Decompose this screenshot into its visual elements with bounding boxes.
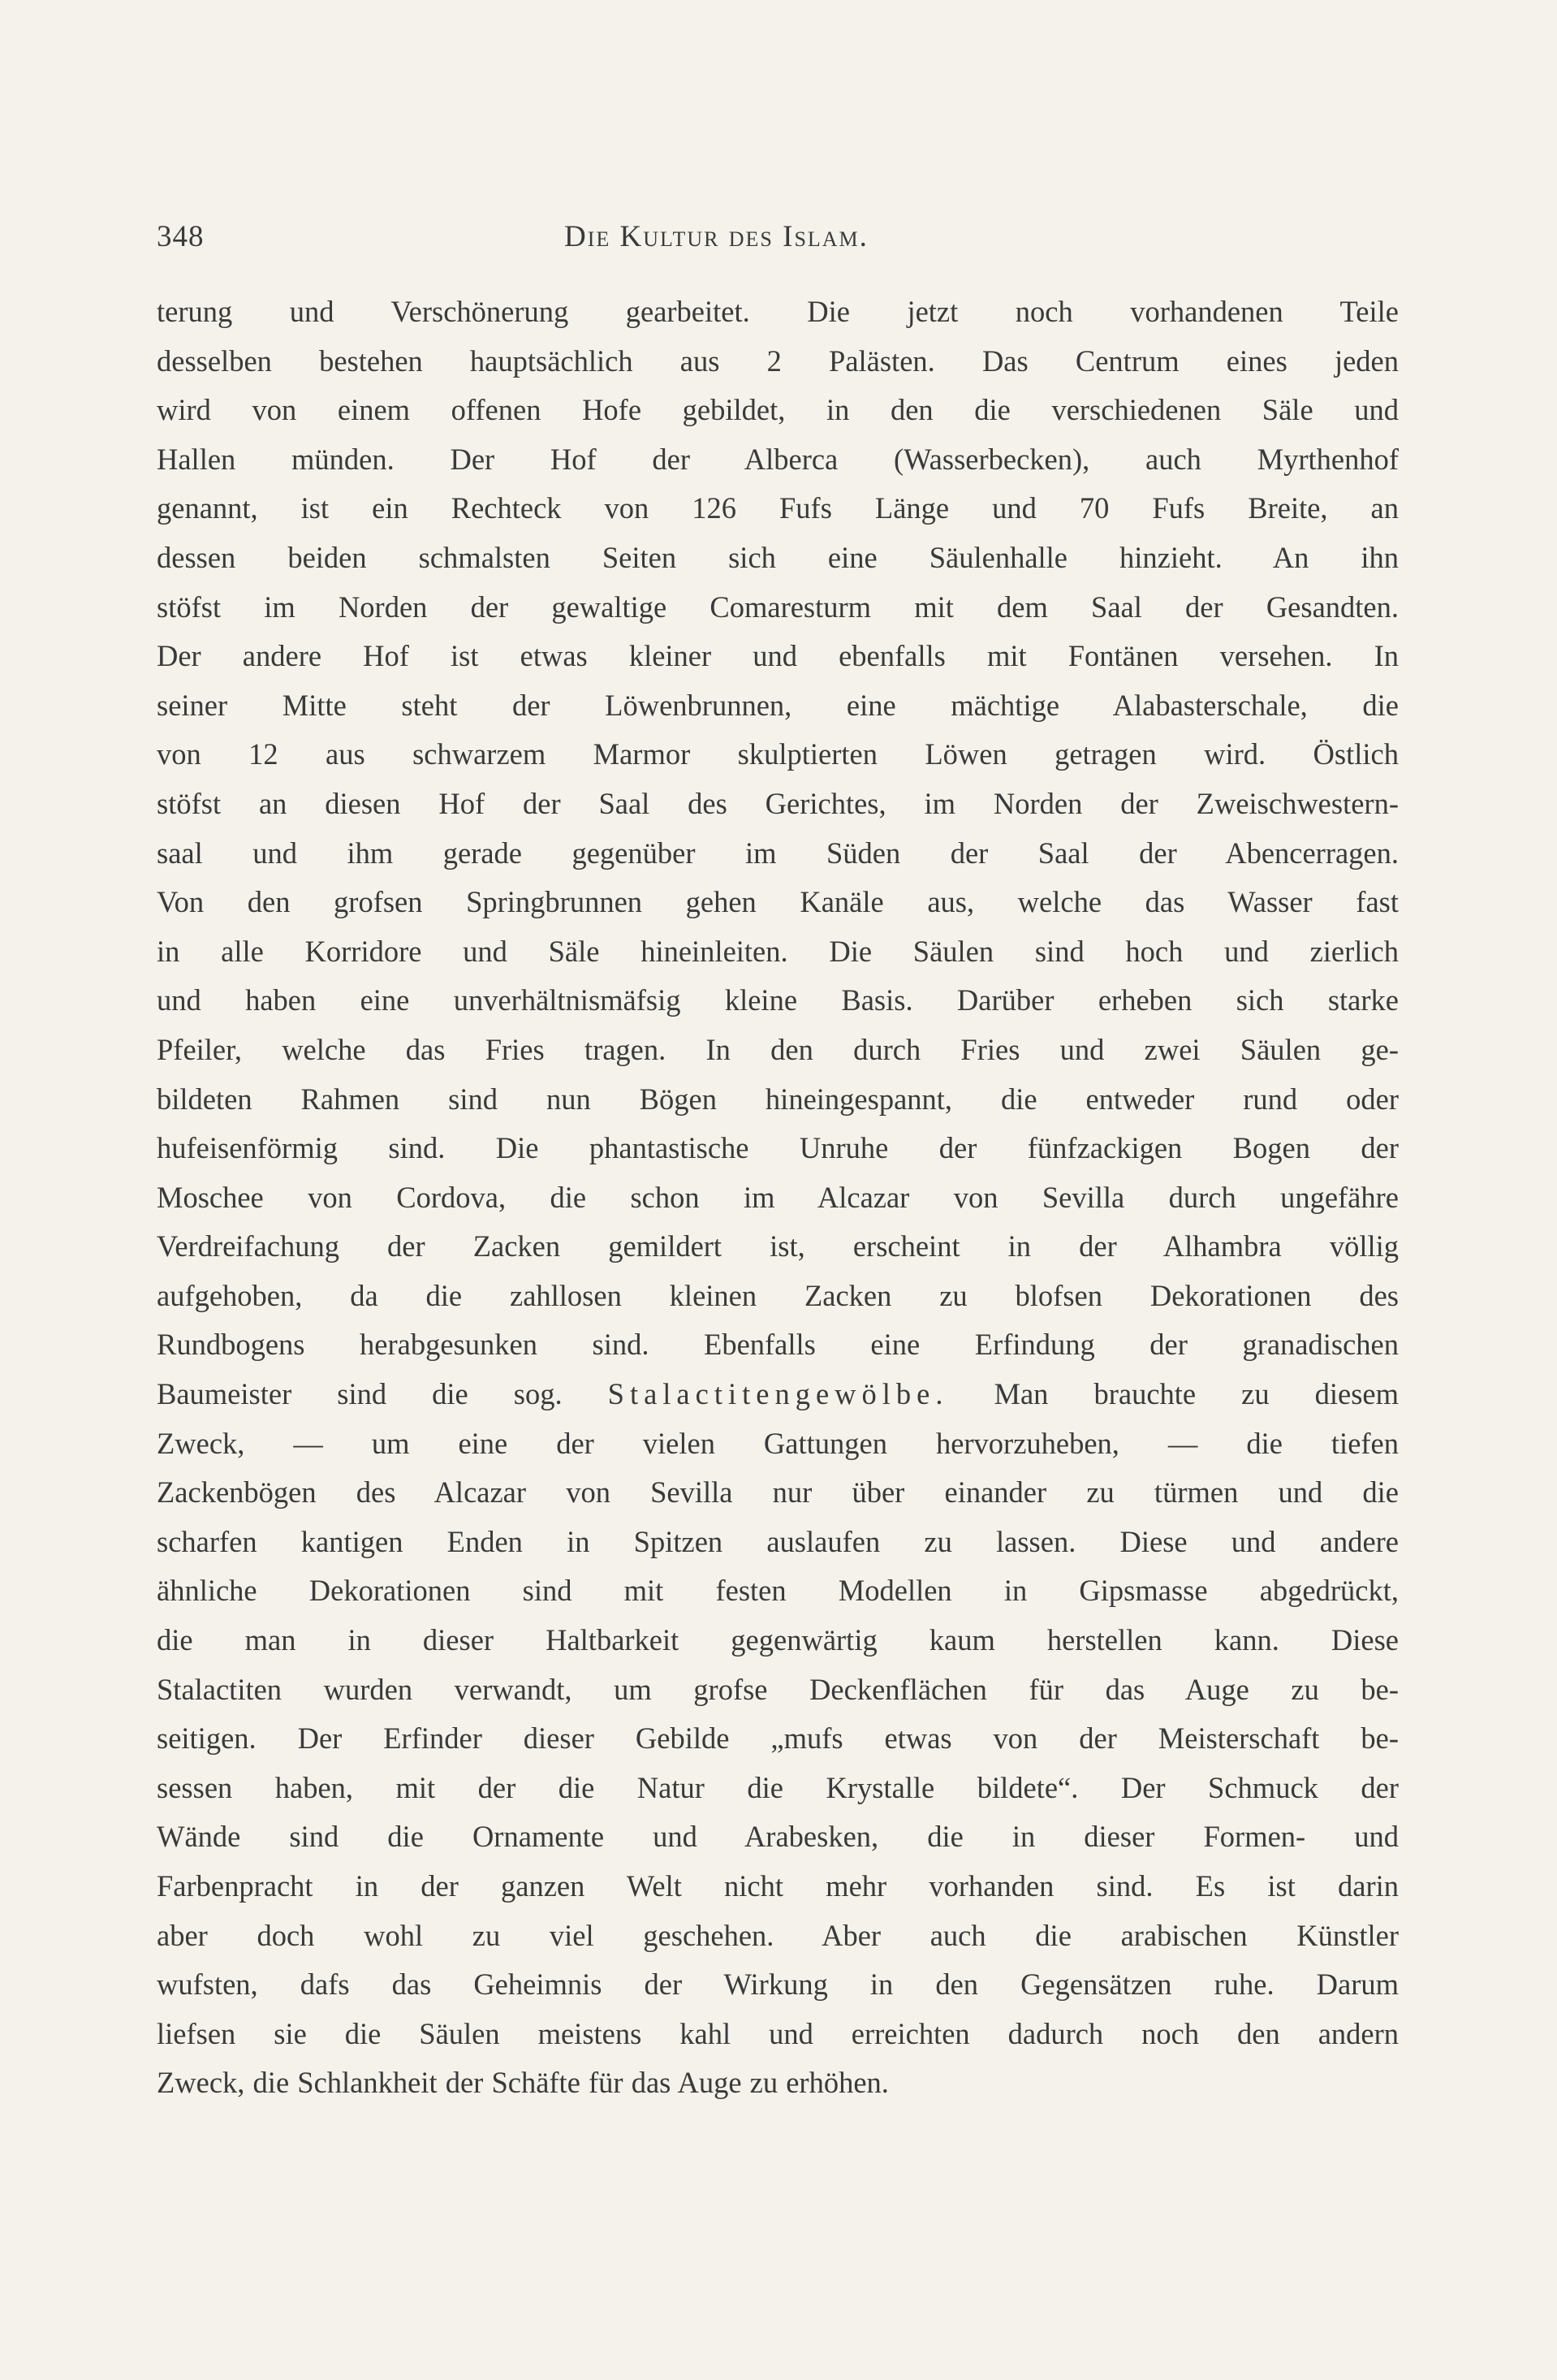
text-line: stöfst an diesen Hof der Saal des Gerichtes, im Norden der Zweischwestern-: [157, 786, 1399, 820]
text-line: und haben eine unverhältnismäfsig kleine Basis. Darüber erheben sich starke: [157, 983, 1399, 1017]
text-line: Verdreifachung der Zacken gemildert ist, erscheint in der Alhambra völlig: [157, 1229, 1399, 1263]
text-line: Moschee von Cordova, die schon im Alcazar von Sevilla durch ungefähre: [157, 1180, 1399, 1214]
text-line: hufeisenförmig sind. Die phantastische Unruhe der fünfzackigen Bogen der: [157, 1131, 1399, 1165]
line-segment: Baumeister sind die sog.: [157, 1377, 563, 1411]
line-segment: Man brauchte zu diesem: [994, 1377, 1400, 1411]
text-line: Der andere Hof ist etwas kleiner und ebenfalls mit Fontänen versehen. In: [157, 639, 1399, 673]
text-line: stöfst im Norden der gewaltige Comaresturm mit dem Saal der Gesandten.: [157, 590, 1399, 624]
page-header: [157, 213, 1399, 261]
page-number: 348: [157, 220, 205, 253]
text-line: aufgehoben, da die zahllosen kleinen Zacken zu blofsen Dekorationen des: [157, 1278, 1399, 1312]
text-line: Zackenbögen des Alcazar von Sevilla nur über einander zu türmen und die: [157, 1475, 1399, 1510]
text-line-spaced-term: [157, 1370, 1399, 1419]
text-line: Farbenpracht in der ganzen Welt nicht mehr vorhanden sind. Es ist darin: [157, 1869, 1399, 1903]
text-line: liefsen sie die Säulen meistens kahl und erreichten dadurch noch den andern: [157, 2016, 1399, 2050]
running-title: Die Kultur des Islam.: [564, 220, 869, 253]
text-line: bildeten Rahmen sind nun Bögen hineingespannt, die entweder rund oder: [157, 1082, 1399, 1116]
text-line-last: Zweck, die Schlankheit der Schäfte für das Auge zu erhöhen.: [157, 2066, 889, 2100]
text-line: wufsten, dafs das Geheimnis der Wirkung in den Gegensätzen ruhe. Darum: [157, 1967, 1399, 2002]
text-line: in alle Korridore und Säle hineinleiten. Die Säulen sind hoch und zierlich: [157, 934, 1399, 968]
text-line: saal und ihm gerade gegenüber im Süden der Saal der Abencerragen.: [157, 836, 1399, 870]
text-line: Von den grofsen Springbrunnen gehen Kanäle aus, welche das Wasser fast: [157, 885, 1399, 919]
text-line: von 12 aus schwarzem Marmor skulptierten Löwen getragen wird. Östlich: [157, 737, 1399, 771]
text-line: sessen haben, mit der die Natur die Krystalle bildete“. Der Schmuck der: [157, 1770, 1399, 1804]
text-line: Rundbogens herabgesunken sind. Ebenfalls eine Erfindung der granadischen: [157, 1328, 1399, 1362]
text-line: Zweck, — um eine der vielen Gattungen hervorzuheben, — die tiefen: [157, 1426, 1399, 1460]
text-line: ähnliche Dekorationen sind mit festen Modellen in Gipsmasse abgedrückt,: [157, 1574, 1399, 1608]
text-line: die man in dieser Haltbarkeit gegenwärtig kaum herstellen kann. Diese: [157, 1623, 1399, 1657]
text-line: seitigen. Der Erfinder dieser Gebilde „mufs etwas von der Meisterschaft be-: [157, 1721, 1399, 1756]
text-line: Wände sind die Ornamente und Arabesken, die in dieser Formen- und: [157, 1820, 1399, 1854]
text-line: genannt, ist ein Rechteck von 126 Fufs Länge und 70 Fufs Breite, an: [157, 491, 1399, 525]
spaced-term: Stalactitengewölbe.: [607, 1377, 949, 1411]
text-line: Pfeiler, welche das Fries tragen. In den durch Fries und zwei Säulen ge-: [157, 1032, 1399, 1066]
text-line: terung und Verschönerung gearbeitet. Die jetzt noch vorhandenen Teile: [157, 295, 1399, 328]
text-line: dessen beiden schmalsten Seiten sich eine Säulenhalle hinzieht. An ihn: [157, 540, 1399, 574]
body-text: [157, 287, 1399, 2108]
text-line: Stalactiten wurden verwandt, um grofse Deckenflächen für das Auge zu be-: [157, 1672, 1399, 1706]
text-line: Hallen münden. Der Hof der Alberca (Wasserbecken), auch Myrthenhof: [157, 442, 1399, 476]
text-line: seiner Mitte steht der Löwenbrunnen, eine mächtige Alabasterschale, die: [157, 688, 1399, 722]
text-line: aber doch wohl zu viel geschehen. Aber auch die arabischen Künstler: [157, 1918, 1399, 1952]
text-line: scharfen kantigen Enden in Spitzen auslaufen zu lassen. Diese und andere: [157, 1524, 1399, 1558]
text-line: desselben bestehen hauptsächlich aus 2 Palästen. Das Centrum eines jeden: [157, 343, 1399, 378]
text-line: wird von einem offenen Hofe gebildet, in den die verschiedenen Säle und: [157, 393, 1399, 427]
